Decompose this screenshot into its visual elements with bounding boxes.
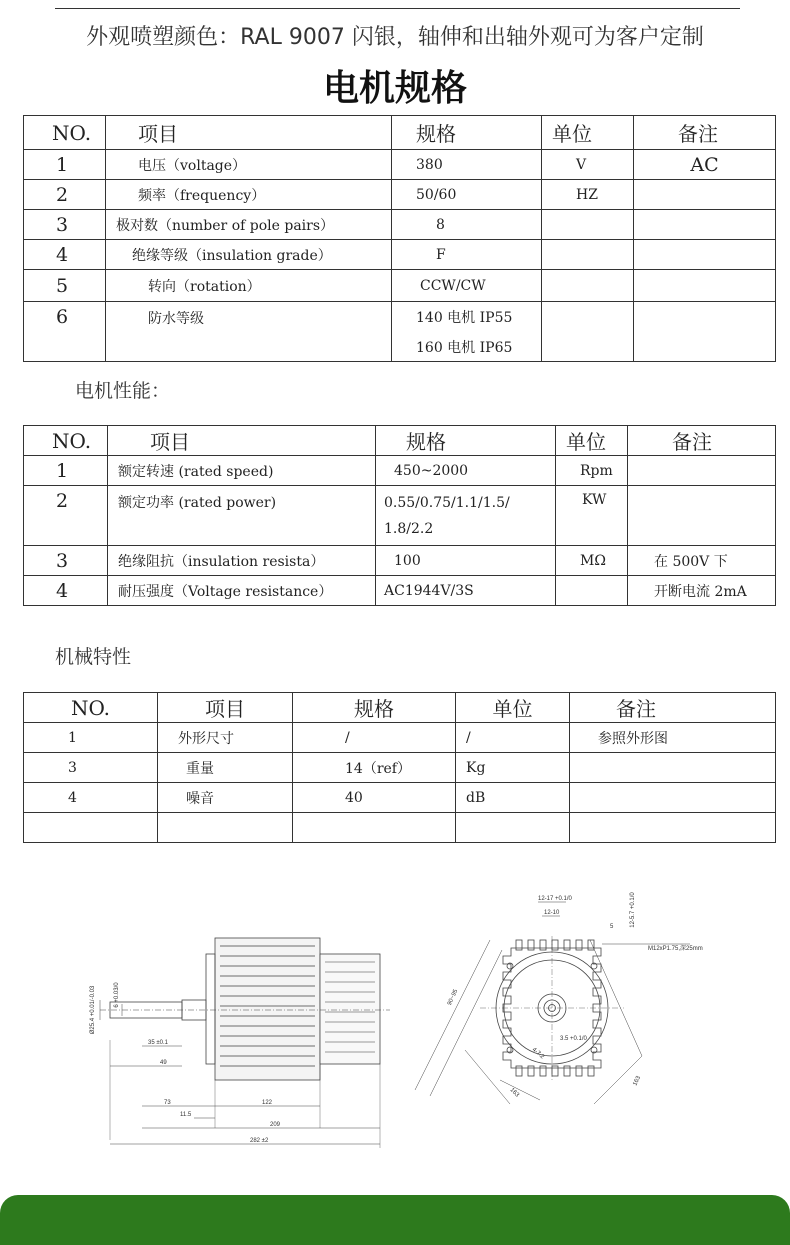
row-item: 频率（frequency） [106,180,392,210]
row-unit: V [542,150,634,180]
row-note [634,270,776,302]
row-unit [556,576,628,606]
dim-49: 49 [160,1060,167,1066]
row-spec: F [392,240,542,270]
row-item: 外形尺寸 [158,723,293,753]
row-no: 5 [24,270,106,302]
row-note [634,240,776,270]
table-header-row [24,426,776,456]
row-note [634,180,776,210]
row-no: 1 [24,456,108,486]
row-unit [542,270,634,302]
row-item: 极对数（number of pole pairs） [106,210,392,240]
row-no: 2 [24,180,106,210]
row-no: 4 [24,783,158,813]
row-item: 额定功率 (rated power) [108,486,376,546]
dim-4-7: 4-7.2 [530,1046,546,1061]
row-note [570,783,776,813]
row-note: 参照外形图 [570,723,776,753]
header-item: 项目 [106,116,392,150]
intro-text: 外观喷塑颜色：RAL 9007 闪银，轴伸和出轴外观可为客户定制 [86,25,704,50]
header-unit: 单位 [456,693,570,723]
table-row [24,180,776,210]
row-item: 转向（rotation） [106,270,392,302]
row-spec-line2: 1.8/2.2 [384,520,434,537]
spec-table [23,115,776,362]
mechanical-title: 机械特性 [55,646,132,668]
header-spec: 规格 [392,116,542,150]
performance-title: 电机性能： [75,380,171,402]
row-no: 2 [24,486,108,546]
outline-drawings [70,880,730,1160]
dim-12-10: 12-10 [544,910,560,916]
row-spec: 450~2000 [376,456,556,486]
dim-73: 73 [164,1100,171,1106]
side-view-drawing [100,938,390,1148]
table-row [24,723,776,753]
row-item: 重量 [158,753,293,783]
row-spec-line2: 160 电机 IP65 [416,339,513,356]
row-item: 绝缘等级（insulation grade） [106,240,392,270]
dim-35: 35 ±0.1 [148,1040,168,1046]
dim-209: 209 [270,1122,281,1128]
dim-key: 6 +0.03/0 [114,982,120,1008]
dim-90-95: 90~95 [446,988,460,1007]
table-row [24,270,776,302]
dim-thread: M12xP1.75,深25mm [648,946,703,952]
table-row [24,150,776,180]
row-spec: 40 [293,783,456,813]
front-view-drawing [415,902,690,1104]
table-row [24,210,776,240]
row-unit: Rpm [556,456,628,486]
table-header-row [24,693,776,723]
row-unit: MΩ [556,546,628,576]
dim-12-5-7: 12-5.7 +0.1/0 [630,892,636,928]
row-item: 噪音 [158,783,293,813]
row-spec: AC1944V/3S [376,576,556,606]
header-item: 项目 [158,693,293,723]
dim-163a: 163 [508,1087,520,1099]
performance-table [23,425,776,606]
row-spec: 380 [392,150,542,180]
row-unit: / [456,723,570,753]
table-header-row [24,116,776,150]
table-row [24,302,776,362]
row-unit: HZ [542,180,634,210]
footer-bar [0,1195,790,1245]
table-row [24,753,776,783]
row-note [628,486,776,546]
header-unit: 单位 [542,116,634,150]
row-no: 3 [24,546,108,576]
row-no: 3 [24,753,158,783]
dim-5: 5 [610,924,614,930]
top-divider [55,8,740,9]
row-note [628,456,776,486]
row-spec: 50/60 [392,180,542,210]
table-row [24,546,776,576]
row-spec: 8 [392,210,542,240]
header-unit: 单位 [556,426,628,456]
row-spec-line1: 140 电机 IP55 [416,309,513,326]
row-item [158,813,293,843]
dim-12-17: 12-17 +0.1/0 [538,896,572,902]
table-row [24,456,776,486]
row-note [570,813,776,843]
row-note: AC [634,150,776,180]
row-spec: 100 [376,546,556,576]
dim-3-5: 3.5 +0.1/0 [560,1036,587,1042]
header-spec: 规格 [293,693,456,723]
row-spec [376,486,556,546]
dim-11-5: 11.5 [180,1112,192,1118]
header-note: 备注 [634,116,776,150]
table-row [24,486,776,546]
dim-122: 122 [262,1100,273,1106]
header-no: NO. [24,426,108,456]
table-row [24,576,776,606]
row-unit [456,813,570,843]
dim-shaft-dia: Ø25.4 +0.01/-0.03 [90,985,96,1035]
header-item: 项目 [108,426,376,456]
row-spec [293,813,456,843]
row-spec-line1: 0.55/0.75/1.1/1.5/ [384,494,510,511]
header-spec: 规格 [376,426,556,456]
row-item: 耐压强度（Voltage resistance） [108,576,376,606]
header-note: 备注 [628,426,776,456]
mechanical-table [23,692,776,843]
row-spec: CCW/CW [392,270,542,302]
row-no: 4 [24,240,106,270]
header-no: NO. [24,693,158,723]
row-item: 防水等级 [106,302,392,362]
row-unit [542,302,634,362]
row-spec [392,302,542,362]
table-row [24,240,776,270]
row-note [634,302,776,362]
row-note [570,753,776,783]
row-note [634,210,776,240]
dim-163b: 163 [632,1075,643,1087]
row-no [24,813,158,843]
row-note: 开断电流 2mA [628,576,776,606]
header-no: NO. [24,116,106,150]
row-no: 1 [24,723,158,753]
row-item: 绝缘阻抗（insulation resista） [108,546,376,576]
row-unit: Kg [456,753,570,783]
row-no: 6 [24,302,106,362]
dim-282: 282 ±2 [250,1138,269,1144]
row-item: 额定转速 (rated speed) [108,456,376,486]
header-note: 备注 [570,693,776,723]
row-item: 电压（voltage） [106,150,392,180]
row-unit [542,210,634,240]
table-row [24,813,776,843]
row-unit [542,240,634,270]
table-row [24,783,776,813]
row-no: 4 [24,576,108,606]
row-no: 3 [24,210,106,240]
main-title: 电机规格 [322,68,467,109]
row-spec: / [293,723,456,753]
row-unit: KW [556,486,628,546]
row-no: 1 [24,150,106,180]
row-spec: 14（ref） [293,753,456,783]
row-unit: dB [456,783,570,813]
row-note: 在 500V 下 [628,546,776,576]
